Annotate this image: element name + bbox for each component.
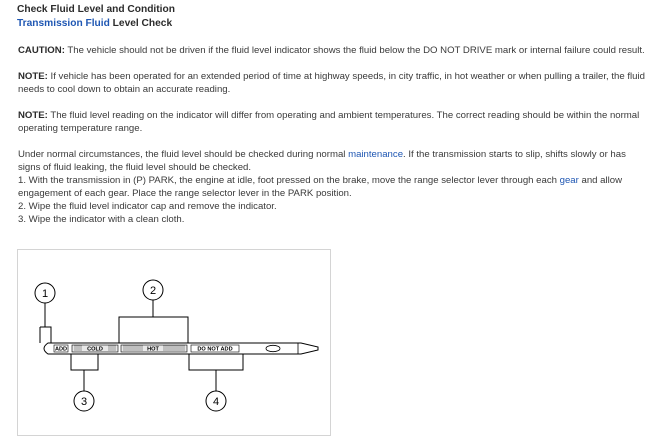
page-header: [17, 3, 175, 31]
note1-text: If vehicle has been operated for an extended period of time at highway speeds, in city traffic, in hot weather or when pulling a trailer, the fluid needs to cool down to obtain an accurate reading.: [18, 71, 645, 95]
fluid-level-indicator-figure: [17, 249, 331, 436]
svg-text:DO NOT ADD: DO NOT ADD: [197, 346, 233, 353]
callout-2: [143, 280, 163, 300]
gear-link[interactable]: gear: [559, 175, 579, 186]
svg-text:HOT: HOT: [147, 346, 159, 353]
procedure-step-3: 3. Wipe the indicator with a clean cloth.: [18, 214, 185, 225]
procedure-intro: Under normal circumstances, the fluid level should be checked during normal maintenance. If the transmission starts to slip, shifts slowly or has signs of fluid leaking, the fluid level should be checked.: [18, 149, 626, 173]
svg-text:4: 4: [212, 396, 220, 408]
transmission-fluid-link[interactable]: Transmission Fluid: [17, 18, 110, 29]
procedure-step-1: 1. With the transmission in (P) PARK, the engine at idle, foot pressed on the brake, move the range selector lever through each gear and allow engagement of each gear. Place the range selector lever in the PARK position.: [18, 175, 623, 199]
procedure-block: [18, 148, 646, 226]
svg-text:1: 1: [41, 288, 49, 300]
caution-text: The vehicle should not be driven if the fluid level indicator shows the fluid below the DO NOT DRIVE mark or internal failure could result.: [64, 45, 645, 56]
svg-text:3: 3: [80, 396, 88, 408]
procedure-step-2: 2. Wipe the fluid level indicator cap and remove the indicator.: [18, 201, 277, 212]
note2-text: The fluid level reading on the indicator will differ from operating and ambient temperatures. The correct reading should be within the normal operating temperature range.: [18, 110, 640, 134]
note-paragraph-1: [18, 70, 646, 96]
note-paragraph-2: [18, 109, 646, 135]
maintenance-link[interactable]: maintenance: [348, 149, 404, 160]
callout-4: [206, 391, 226, 411]
note1-label: NOTE:: [18, 71, 48, 82]
svg-text:2: 2: [149, 285, 157, 297]
callout-3: [74, 391, 94, 411]
page-title: Check Fluid Level and Condition: [17, 4, 175, 15]
subtitle-rest: Level Check: [109, 18, 173, 29]
page-subtitle: [17, 17, 175, 31]
note2-label: NOTE:: [18, 110, 48, 121]
caution-label: CAUTION:: [18, 45, 65, 56]
dipstick-blade: [44, 343, 318, 354]
dipstick-illustration: [18, 250, 330, 435]
svg-text:COLD: COLD: [87, 346, 103, 353]
callout-1: [35, 283, 55, 303]
svg-text:ADD: ADD: [54, 346, 68, 353]
caution-paragraph: [18, 44, 646, 57]
